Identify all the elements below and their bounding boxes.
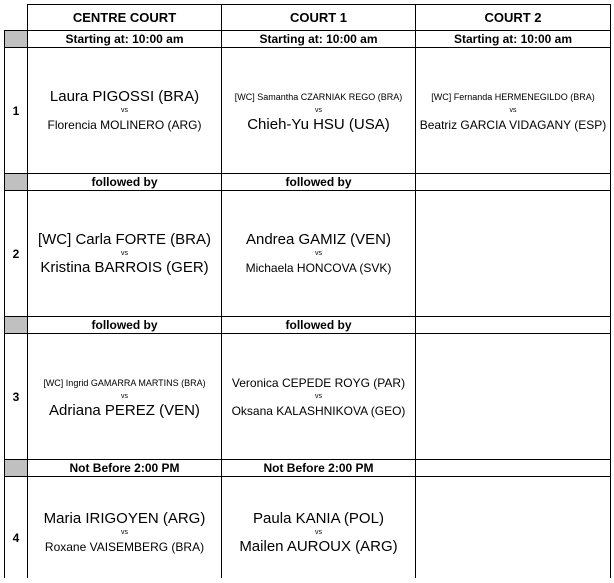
- time-row-marker: [5, 317, 28, 334]
- time-cell: followed by: [222, 174, 416, 191]
- match-number: 3: [5, 334, 28, 460]
- time-row: [5, 317, 611, 334]
- match-cell: [28, 477, 222, 579]
- player-1: Laura PIGOSSI (BRA): [49, 87, 200, 105]
- vs-label: vs: [315, 106, 322, 114]
- court-header-row: [5, 5, 611, 31]
- match-row: [5, 48, 611, 174]
- player-1: [WC] Samantha CZARNIAK REGO (BRA): [234, 91, 403, 102]
- time-row-marker: [5, 174, 28, 191]
- vs-label: vs: [121, 106, 128, 114]
- match-number: 2: [5, 191, 28, 317]
- time-row-marker: [5, 31, 28, 48]
- time-cell: Starting at: 10:00 am: [416, 31, 611, 48]
- header-court-2: COURT 2: [416, 5, 611, 31]
- player-2: Kristina BARROIS (GER): [40, 258, 209, 276]
- time-cell: followed by: [222, 317, 416, 334]
- match-cell: [416, 477, 611, 579]
- vs-label: vs: [121, 529, 128, 536]
- player-2: Adriana PEREZ (VEN): [49, 401, 200, 419]
- player-1: Maria IRIGOYEN (ARG): [43, 510, 206, 527]
- vs-label: vs: [509, 106, 517, 114]
- time-cell: Not Before 2:00 PM: [222, 460, 416, 477]
- time-cell: followed by: [28, 317, 222, 334]
- match-cell: [222, 48, 416, 174]
- order-of-play-table: [4, 4, 611, 578]
- player-1: [WC] Ingrid GAMARRA MARTINS (BRA): [43, 377, 206, 388]
- match-cell: [222, 191, 416, 317]
- player-1: Veronica CEPEDE ROYG (PAR): [231, 375, 406, 390]
- match-cell: [416, 48, 611, 174]
- match-cell: [222, 334, 416, 460]
- vs-label: vs: [315, 529, 322, 536]
- match-number: 1: [5, 48, 28, 174]
- time-row: [5, 31, 611, 48]
- player-1: Andrea GAMIZ (VEN): [245, 230, 392, 248]
- time-row-marker: [5, 460, 28, 477]
- player-1: Paula KANIA (POL): [253, 510, 384, 527]
- player-2: Mailen AUROUX (ARG): [239, 538, 398, 555]
- time-cell: Starting at: 10:00 am: [28, 31, 222, 48]
- corner-cell: [5, 5, 28, 31]
- vs-label: vs: [121, 392, 128, 400]
- match-cell: [28, 48, 222, 174]
- header-court-1: COURT 1: [222, 5, 416, 31]
- vs-label: vs: [315, 249, 322, 257]
- vs-label: vs: [315, 392, 322, 400]
- player-2: Florencia MOLINERO (ARG): [47, 117, 202, 132]
- match-row: [5, 477, 611, 579]
- player-2: Chieh-Yu HSU (USA): [247, 115, 390, 133]
- player-1: [WC] Carla FORTE (BRA): [37, 230, 212, 248]
- player-1: [WC] Fernanda HERMENEGILDO (BRA): [431, 91, 595, 102]
- time-cell: Starting at: 10:00 am: [222, 31, 416, 48]
- match-cell: [416, 191, 611, 317]
- match-cell: [416, 334, 611, 460]
- match-cell: [28, 334, 222, 460]
- match-row: [5, 334, 611, 460]
- match-number-cell: [5, 477, 28, 579]
- vs-label: vs: [121, 249, 128, 257]
- time-cell: Not Before 2:00 PM: [28, 460, 222, 477]
- time-cell: followed by: [28, 174, 222, 191]
- player-2: Oksana KALASHNIKOVA (GEO): [231, 403, 406, 418]
- match-number: 4: [12, 531, 20, 545]
- time-cell: [416, 317, 611, 334]
- match-cell: [28, 191, 222, 317]
- match-row: [5, 191, 611, 317]
- time-row: [5, 174, 611, 191]
- time-cell: [416, 460, 611, 477]
- player-2: Roxane VAISEMBERG (BRA): [44, 540, 205, 554]
- match-cell: [222, 477, 416, 579]
- player-2: Beatriz GARCIA VIDAGANY (ESP): [419, 117, 607, 132]
- time-cell: [416, 174, 611, 191]
- header-centre-court: CENTRE COURT: [28, 5, 222, 31]
- player-2: Michaela HONCOVA (SVK): [245, 260, 392, 275]
- time-row: [5, 460, 611, 477]
